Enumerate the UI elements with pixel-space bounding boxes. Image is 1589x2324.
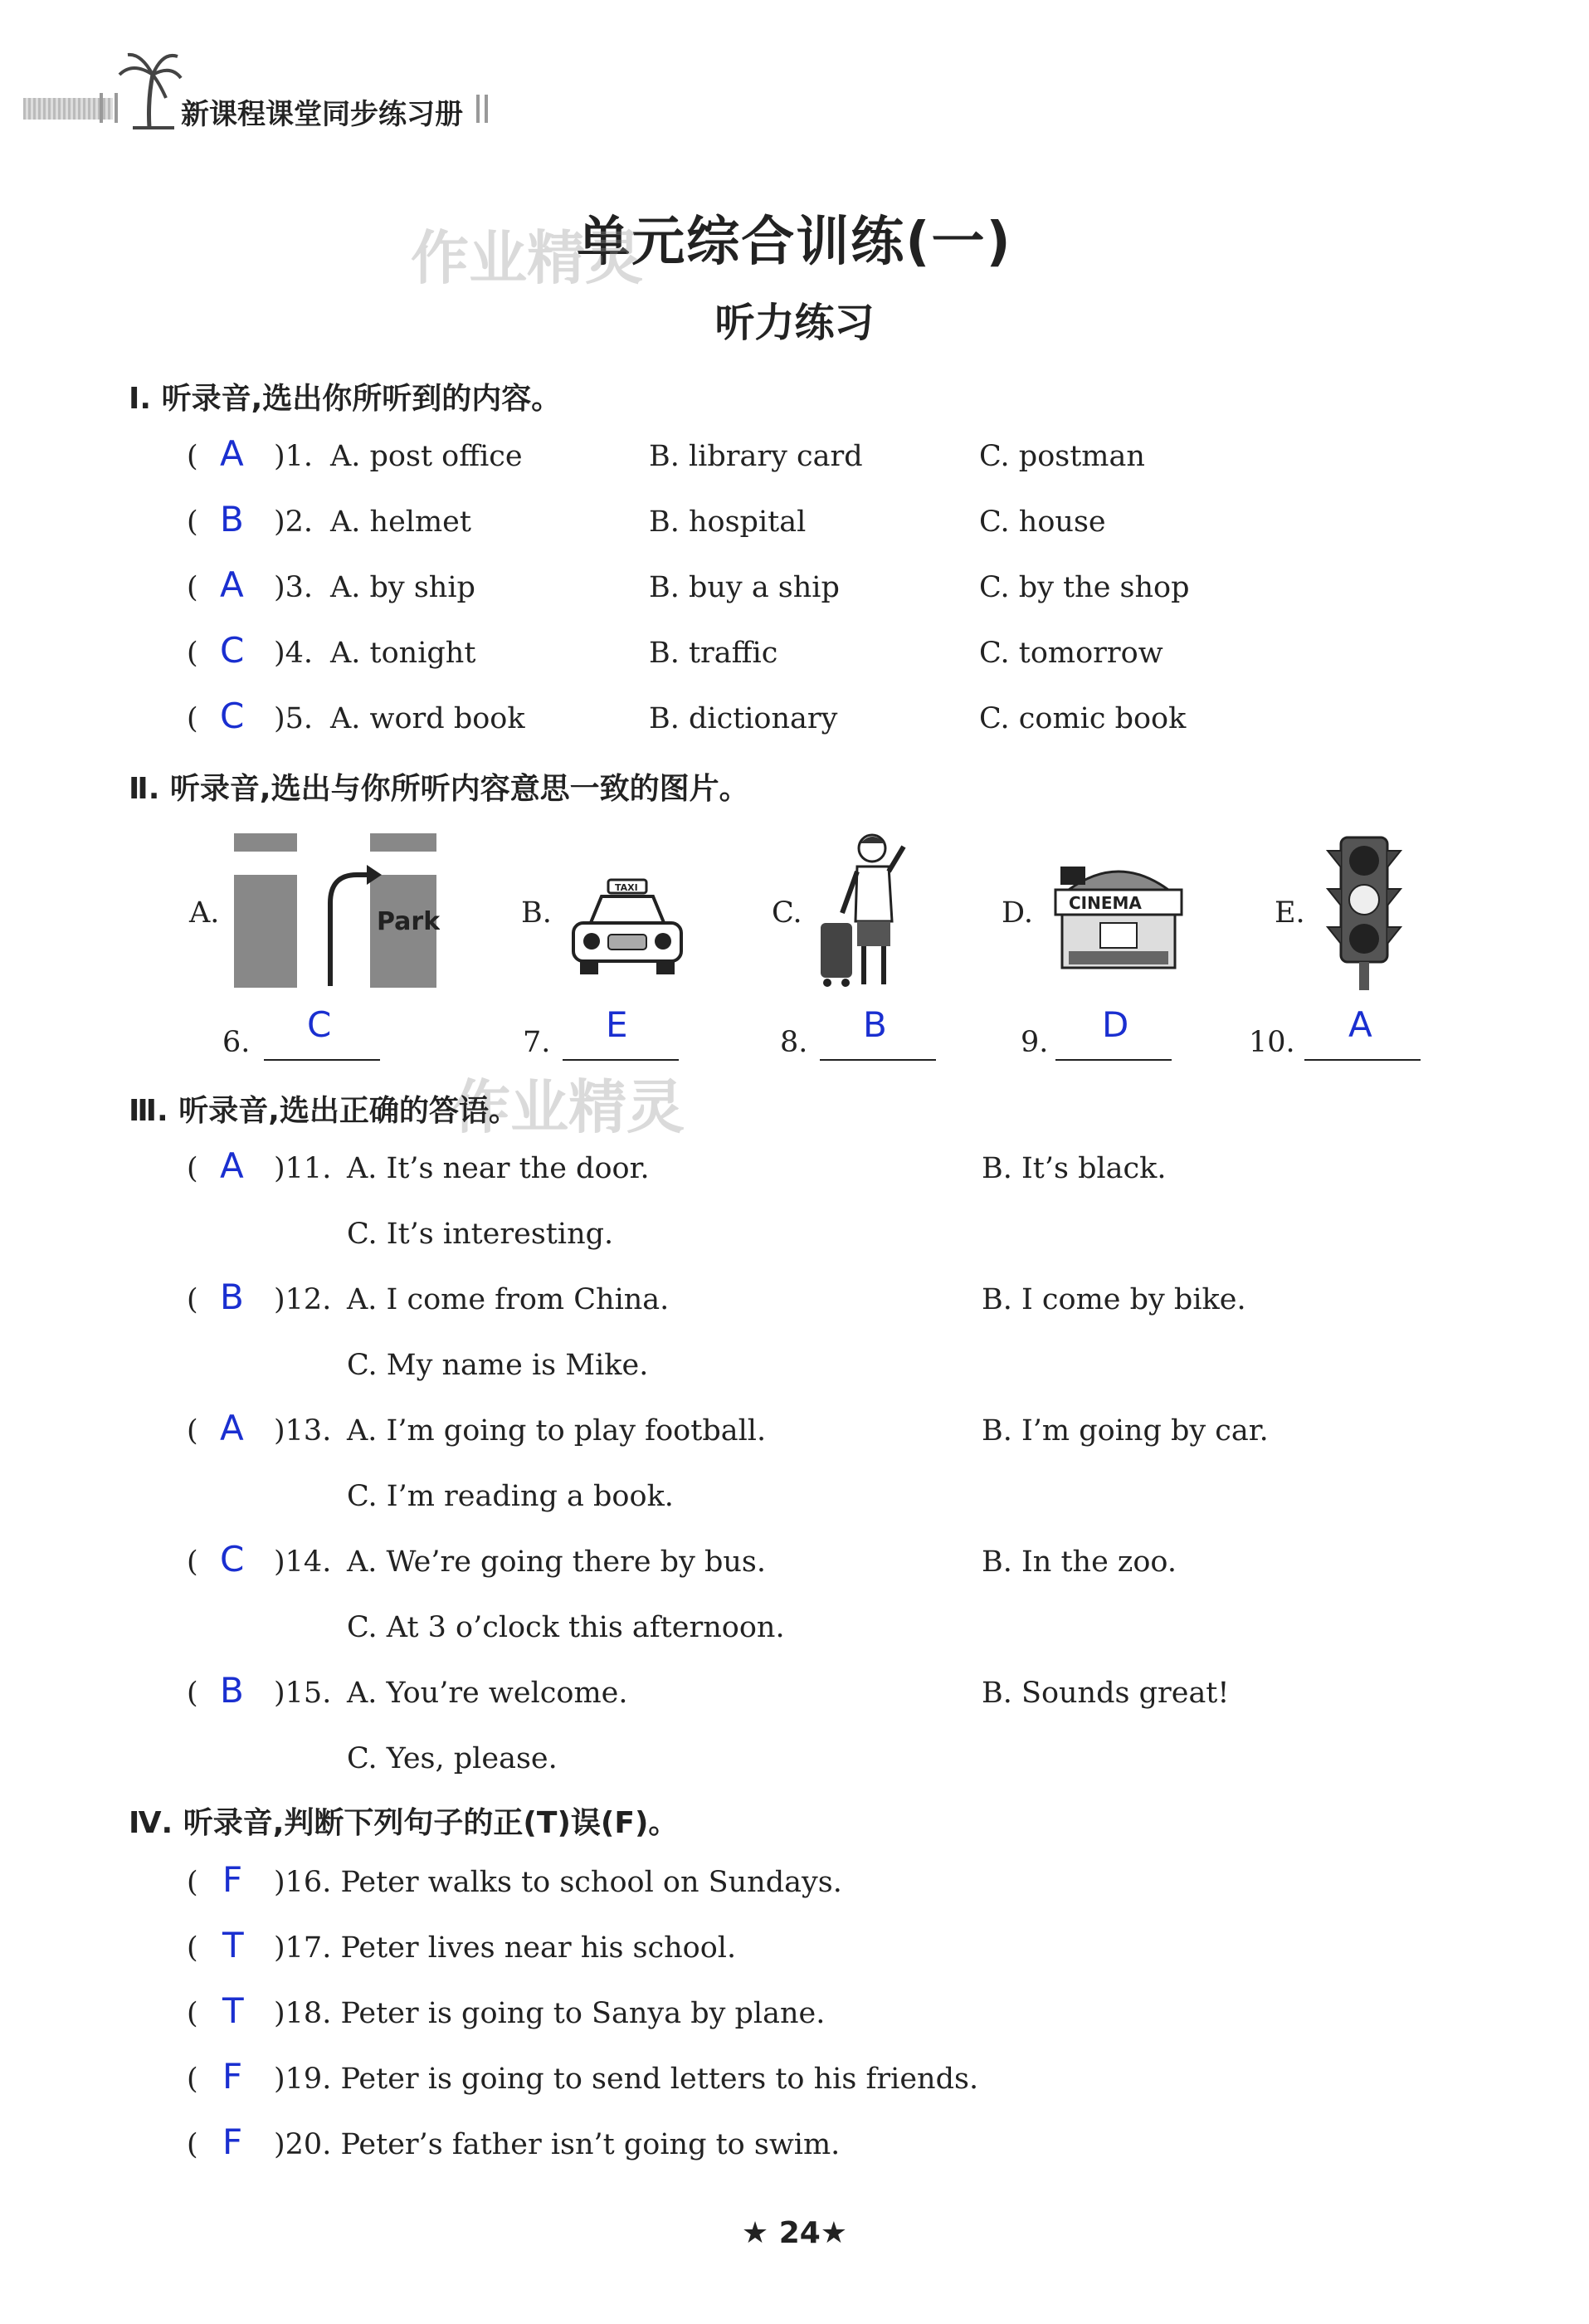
answer-paren-open: (: [187, 571, 198, 604]
option-b: B. hospital: [649, 505, 807, 539]
answer-letter: A: [220, 1145, 244, 1186]
list-item: [0, 433, 1589, 481]
question-number: )4.: [274, 637, 314, 670]
option-a: A. I come from China.: [347, 1283, 670, 1316]
option-a: A. We’re going there by bus.: [347, 1545, 767, 1579]
question-number: 6.: [222, 1026, 251, 1059]
option-b: B. dictionary: [649, 702, 838, 735]
answer-paren-open: (: [187, 1545, 198, 1579]
cinema-sign-text: CINEMA: [1069, 893, 1142, 913]
option-a: A. post office: [330, 440, 523, 473]
section-1-heading: Ⅰ. 听录音,选出你所听到的内容。: [129, 382, 562, 416]
section-4-heading: Ⅳ. 听录音,判断下列句子的正(T)误(F)。: [129, 1806, 679, 1840]
list-item: [0, 499, 1589, 547]
answer-letter: A: [220, 1408, 244, 1448]
question-number: 8.: [780, 1026, 808, 1059]
option-c: C. It’s interesting.: [347, 1218, 614, 1251]
answer-letter: B: [220, 499, 244, 540]
answer-paren-open: (: [187, 505, 198, 539]
option-a: A. word book: [330, 702, 525, 735]
section-3-heading: Ⅲ. 听录音,选出正确的答语。: [129, 1094, 519, 1128]
answer-letter: E: [606, 1004, 628, 1045]
question-number: )1.: [274, 440, 314, 473]
option-c: C. comic book: [979, 702, 1187, 735]
option-b: B. I come by bike.: [982, 1283, 1246, 1316]
option-c: C. At 3 o’clock this afternoon.: [347, 1611, 785, 1644]
statement-text: )20. Peter’s father isn’t going to swim.: [274, 2128, 841, 2161]
park-road-sign-icon: [232, 832, 440, 989]
answer-paren-open: (: [187, 2128, 198, 2161]
answer-paren-open: (: [187, 1283, 198, 1316]
page-title: 单元综合训练(一): [577, 212, 1012, 273]
section-2-heading: Ⅱ. 听录音,选出与你所听内容意思一致的图片。: [129, 772, 749, 806]
answer-letter: B: [220, 1277, 244, 1317]
question-number: )3.: [274, 571, 314, 604]
answer-letter: F: [222, 2056, 243, 2097]
list-item: [0, 696, 1589, 744]
list-item: [0, 2056, 1589, 2104]
park-sign-text: Park: [377, 907, 440, 936]
answer-paren-open: (: [187, 440, 198, 473]
traveler-with-suitcase-icon: [817, 830, 917, 996]
list-item: [0, 2121, 1589, 2170]
option-b: B. It’s black.: [982, 1152, 1167, 1185]
answer-letter: D: [1102, 1004, 1129, 1045]
list-item: [0, 1277, 1589, 1391]
answer-letter: C: [220, 630, 245, 671]
list-item: [0, 1925, 1589, 1973]
picture-label-e: E.: [1275, 896, 1305, 930]
list-item: [0, 1990, 1589, 2038]
statement-text: )16. Peter walks to school on Sundays.: [274, 1866, 842, 1899]
question-number: 7.: [523, 1026, 551, 1059]
taxi-sign-text: TAXI: [615, 882, 638, 893]
answer-blank: [820, 1059, 936, 1061]
list-item: [0, 1145, 1589, 1260]
answer-letter: B: [863, 1004, 887, 1045]
page-subtitle: 听力练习: [714, 300, 875, 346]
option-a: A. It’s near the door.: [347, 1152, 650, 1185]
list-item: [0, 1859, 1589, 1907]
list-item: [0, 1539, 1589, 1653]
list-item: [0, 630, 1589, 678]
answer-paren-open: (: [187, 702, 198, 735]
statement-text: )18. Peter is going to Sanya by plane.: [274, 1997, 826, 2030]
taxi-icon: [568, 878, 686, 978]
answer-paren-open: (: [187, 1152, 198, 1185]
question-number: )12.: [274, 1283, 332, 1316]
answer-letter: F: [222, 1859, 243, 1900]
answer-letter: F: [222, 2121, 243, 2162]
option-c: C. Yes, please.: [347, 1742, 558, 1775]
answer-paren-open: (: [187, 1997, 198, 2030]
option-b: B. library card: [649, 440, 863, 473]
answer-paren-open: (: [187, 1931, 198, 1965]
question-number: )11.: [274, 1152, 332, 1185]
question-number: 9.: [1021, 1026, 1049, 1059]
picture-label-b: B.: [521, 896, 552, 930]
page-number: ★ 24★: [741, 2216, 848, 2250]
statement-text: )19. Peter is going to send letters to his friends.: [274, 2063, 979, 2096]
traffic-light-icon: [1324, 834, 1404, 992]
option-c: C. postman: [979, 440, 1145, 473]
picture-label-a: A.: [189, 896, 220, 930]
answer-letter: C: [307, 1004, 332, 1045]
answer-letter: T: [222, 1925, 244, 1965]
option-a: A. tonight: [330, 637, 476, 670]
question-number: )15.: [274, 1677, 332, 1710]
answer-letter: C: [220, 696, 245, 736]
option-b: B. I’m going by car.: [982, 1414, 1269, 1448]
option-c: C. I’m reading a book.: [347, 1480, 674, 1513]
watermark-top: 作业精灵: [411, 224, 643, 292]
question-number: )5.: [274, 702, 314, 735]
header-title: 新课程课堂同步练习册: [181, 98, 463, 131]
question-number: )2.: [274, 505, 314, 539]
option-b: B. In the zoo.: [982, 1545, 1177, 1579]
list-item: [0, 564, 1589, 613]
answer-paren-open: (: [187, 2063, 198, 2096]
answer-paren-open: (: [187, 1414, 198, 1448]
question-number: )14.: [274, 1545, 332, 1579]
answer-letter: A: [220, 564, 244, 605]
answer-letter: C: [220, 1539, 245, 1579]
list-item: [0, 1408, 1589, 1522]
picture-label-d: D.: [1002, 896, 1033, 930]
answer-paren-open: (: [187, 1677, 198, 1710]
watermark-middle: 作业精灵: [452, 1073, 685, 1141]
answer-letter: B: [220, 1670, 244, 1711]
answer-letter: A: [220, 433, 244, 474]
statement-text: )17. Peter lives near his school.: [274, 1931, 737, 1965]
answer-blank: [1055, 1059, 1172, 1061]
answer-letter: A: [1348, 1004, 1372, 1045]
option-a: A. by ship: [330, 571, 475, 604]
option-b: B. Sounds great!: [982, 1677, 1230, 1710]
option-c: C. My name is Mike.: [347, 1349, 649, 1382]
option-c: C. house: [979, 505, 1106, 539]
option-c: C. by the shop: [979, 571, 1190, 604]
picture-label-c: C.: [772, 896, 802, 930]
answer-paren-open: (: [187, 637, 198, 670]
option-c: C. tomorrow: [979, 637, 1163, 670]
list-item: [0, 1670, 1589, 1784]
question-number: 10.: [1249, 1026, 1295, 1059]
header-decor-stripes: [100, 93, 118, 123]
palm-tree-icon: [116, 50, 183, 129]
answer-letter: T: [222, 1990, 244, 2031]
cinema-building-icon: [1052, 853, 1185, 971]
option-a: A. I’m going to play football.: [347, 1414, 767, 1448]
option-b: B. traffic: [649, 637, 778, 670]
option-a: A. You’re welcome.: [347, 1677, 628, 1710]
header-decor-end: [476, 95, 488, 123]
answer-paren-open: (: [187, 1866, 198, 1899]
answer-blank: [264, 1059, 380, 1061]
question-number: )13.: [274, 1414, 332, 1448]
answer-blank: [1304, 1059, 1421, 1061]
option-a: A. helmet: [330, 505, 471, 539]
option-b: B. buy a ship: [649, 571, 840, 604]
